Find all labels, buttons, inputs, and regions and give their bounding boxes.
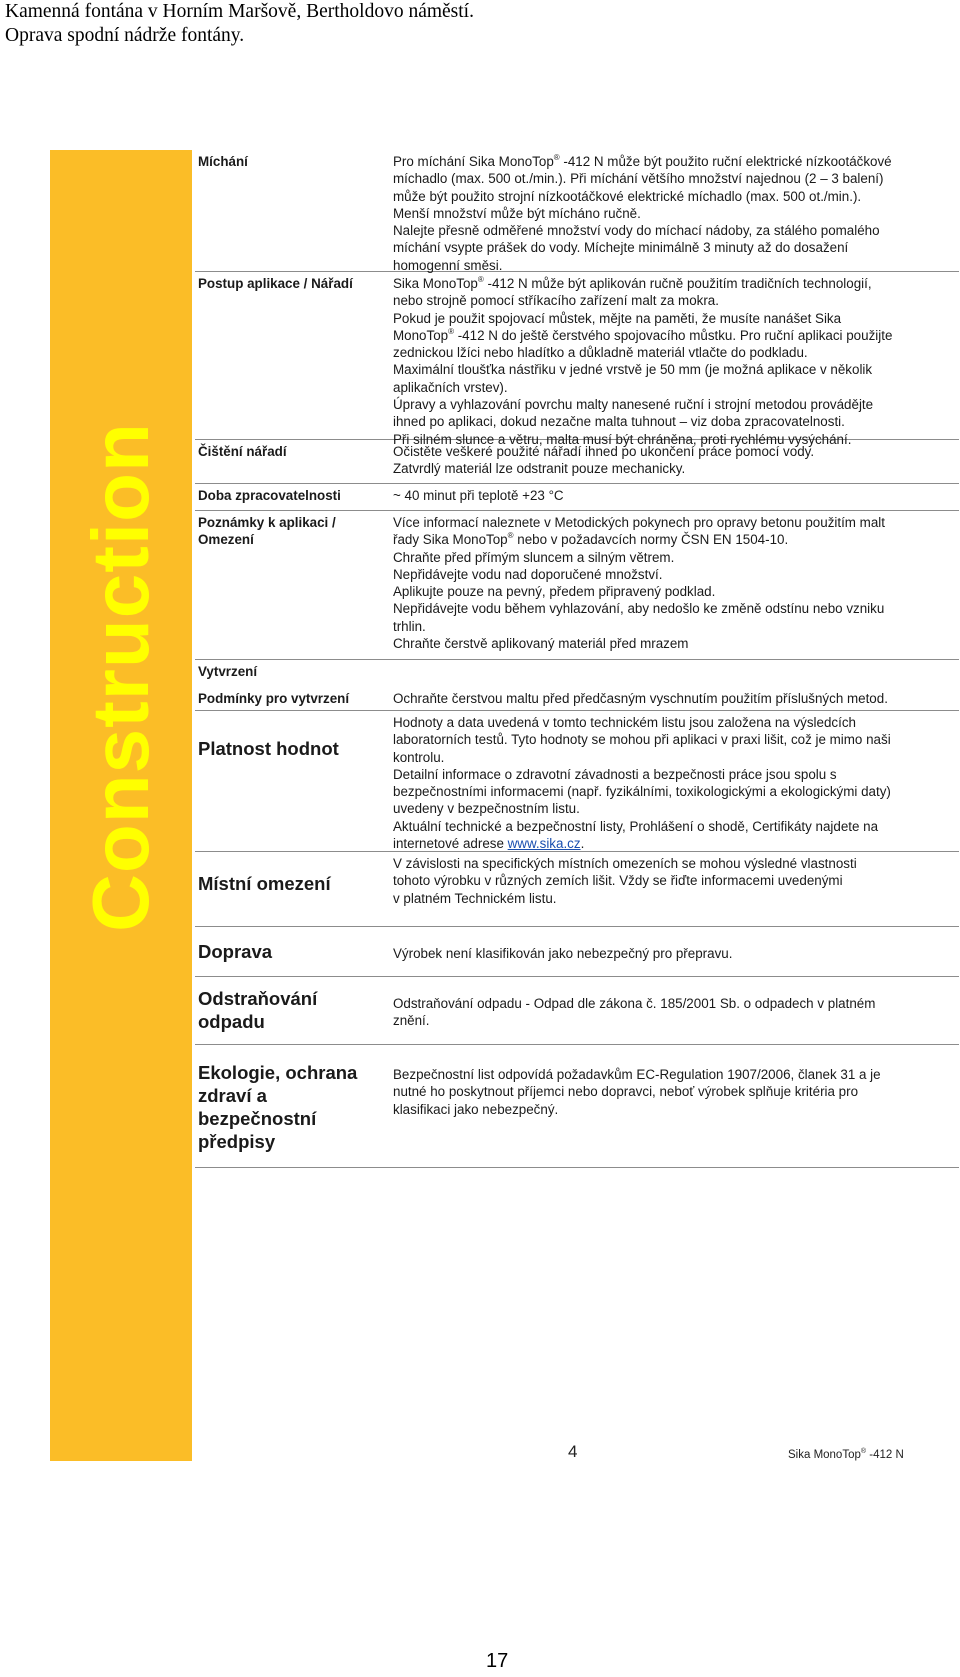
section-row [195,440,959,484]
text-line: Pokud je použit spojovací můstek, mějte na paměti, že musíte nanášet Sika [393,310,842,326]
text-line: Chraňte před přímým sluncem a silným větrem. [393,549,675,565]
text-line: Při silném slunce a větru, malta musí být chráněna, proti rychlému vysýchání. [393,431,852,447]
section-text [393,714,958,852]
text-line: Ochraňte čerstvou maltu před předčasným vyschnutím použitím příslušných metod. [393,691,888,706]
text-line: Aktuální technické a bezpečnostní listy, Prohlášení o shodě, Certifikáty najdete na [393,818,879,834]
text-line: může být použito strojní nízkootáčkové elektrické míchadlo (max. 500 ot./min.). [393,188,862,204]
text-line: Hodnoty a data uvedená v tomto technickém listu jsou založena na výsledcích [393,715,856,730]
section-label: Ekologie, ochrana zdraví a bezpečnostní předpisy [198,1062,358,1152]
section-label: Doprava [198,941,273,962]
section-text [393,153,958,274]
datasheet-page-number: 4 [568,1442,578,1461]
text-line: Více informací naleznete v Metodických pokynech pro opravy betonu použitím malt [393,515,885,530]
section-row [195,1045,959,1168]
text-line: klasifikaci jako nebezpečný. [393,1101,559,1117]
text-line: bezpečnostními informacemi (např. fyzikálními, toxikologickými a ekologickými daty) [393,784,891,800]
text-line: nebo strojně pomocí stříkacího zařízení malt za mokra. [393,293,719,309]
section-label: Doba zpracovatelnosti [198,488,341,503]
text-line: Nepřidávejte vodu nad doporučené množství. [393,566,663,582]
section-row [195,484,959,511]
text-line: tohoto výrobku v různých zemích lišit. Vždy se řiďte informacemi uvedenými [393,873,843,889]
text-line: Sika MonoTop® -412 N může být aplikován ručně použitím tradičních technologií, [393,275,872,291]
text-line: Nalejte přesně odměřené množství vody do míchací nádoby, za stálého pomalého [393,223,880,239]
header-line-1: Kamenná fontána v Horním Maršově, Bertholdovo náměstí. [5,1,474,22]
text-line: Bezpečnostní list odpovídá požadavkům EC-Regulation 1907/2006, članek 31 a je [393,1067,881,1082]
text-line: Aplikujte pouze na pevný, předem připravený podklad. [393,584,716,600]
text-line: MonoTop® -412 N do ještě čerstvého spojovacího můstku. Pro ruční aplikaci použijte [393,326,893,343]
section-label: Čištění nářadí [198,444,287,459]
text-line: Pro míchání Sika MonoTop® -412 N může být použito ruční elektrické nízkootáčkové [393,153,892,169]
section-label: Platnost hodnot [198,738,339,759]
text-line: Detailní informace o zdravotní závadnosti a bezpečnosti práce jsou spolu s [393,766,837,782]
page-number: 17 [486,1650,509,1672]
text-line: trhlin. [393,618,426,634]
section-text [393,945,958,962]
section-row [195,511,959,660]
text-line: Výrobek není klasifikován jako nebezpečný pro přepravu. [393,946,733,961]
section-row [195,660,959,687]
section-text [393,1066,958,1118]
section-row [195,150,959,272]
section-label: Odstraňování odpadu [198,988,318,1032]
text-line: V závislosti na specifických místních omezeních se mohou výsledné vlastnosti [393,856,857,871]
text-line: Očistěte veškeré použité nářadí ihned po ukončení práce pomocí vody. [393,444,815,459]
header-line-2: Oprava spodní nádrže fontány. [5,25,245,46]
text-line: ~ 40 minut při teplotě +23 °C [393,488,564,503]
text-line: kontrolu. [393,749,445,765]
text-line: znění. [393,1013,430,1029]
text-line: řady Sika MonoTop® nebo v požadavcích normy ČSN EN 1504-10. [393,531,789,548]
section-row [195,687,959,711]
section-label: Místní omezení [198,873,331,894]
text-line: míchadlo (max. 500 ot./min.). Při míchání většího množství najednou (2 – 3 balení) [393,171,884,187]
text-line: v platném Technickém listu. [393,890,557,906]
text-line: míchání vsypte prášek do vody. Míchejte minimálně 3 minuty až do dosažení [393,240,849,256]
text-line: Odstraňování odpadu - Odpad dle zákona č. 185/2001 Sb. o odpadech v platném [393,996,876,1011]
product-name-footer: Sika MonoTop® -412 N [788,1448,904,1461]
section-text [393,443,958,478]
section-label: Podmínky pro vytvrzení [198,691,350,706]
text-line: Menší množství může být mícháno ručně. [393,205,641,221]
text-line: Nepřidávejte vodu během vyhlazování, aby nedošlo ke změně odstínu nebo vzniku [393,601,885,617]
text-line: nutné ho poskytnout příjemci nebo dopravci, neboť výrobek splňuje kritéria pro [393,1084,859,1100]
website-link[interactable]: www.sika.cz [507,836,581,852]
section-row [195,711,959,852]
section-text [393,855,958,907]
text-line: Zatvrdlý materiál lze odstranit pouze mechanicky. [393,461,686,477]
section-row [195,977,959,1045]
section-row [195,852,959,927]
document-header [5,0,474,48]
section-label: Postup aplikace / Nářadí [198,276,353,291]
section-row [195,272,959,447]
section-text [393,275,958,448]
text-line: aplikačních vrstev). [393,379,508,395]
text-line: Chraňte čerstvě aplikovaný materiál před mrazem [393,636,689,652]
text-line: Maximální tloušťka nástřiku v jedné vrstvě je 50 mm (je možná aplikace v několik [393,362,873,378]
text-line: internetové adrese www.sika.cz. [393,836,585,852]
text-line: zednickou lžíci nebo hladítko a důkladně materiál vtlačte do podkladu. [393,345,808,361]
section-row [195,927,959,977]
section-label: Míchání [198,154,248,169]
section-text [393,995,958,1030]
section-text [393,514,958,652]
section-label: Vytvrzení [198,664,258,679]
construction-label: Construction [76,422,165,932]
text-line: ihned po aplikaci, dokud nezačne malta tuhnout – viz doba zpracovatelnosti. [393,414,845,430]
text-line: laboratorních testů. Tyto hodnoty se mohou při aplikaci v praxi lišit, což je mimo naši [393,732,891,748]
text-line: uvedeny v bezpečnostním listu. [393,801,580,817]
text-line: Úpravy a vyhlazování povrchu malty nanesené ruční i strojní metodou provádějte [393,397,874,413]
section-text [393,690,958,707]
section-text [393,487,958,504]
text-line: homogenní směsi. [393,257,503,273]
section-label: Poznámky k aplikaci / Omezení [198,515,336,547]
